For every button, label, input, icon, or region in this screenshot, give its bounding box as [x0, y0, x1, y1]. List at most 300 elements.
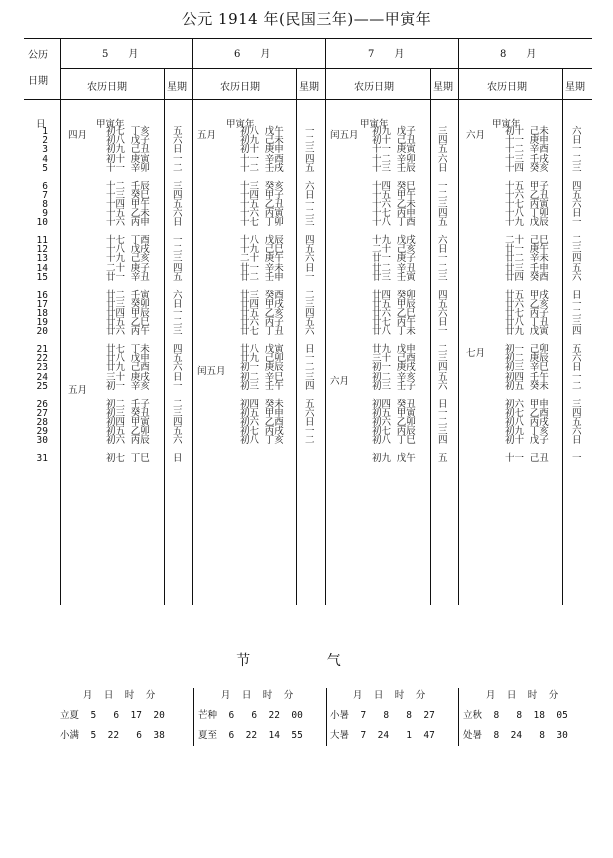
lunar-date: 廿四 癸酉	[505, 271, 549, 283]
lunar-date: 初八 戊午	[240, 126, 284, 137]
day-number: 22	[36, 353, 48, 365]
weekday: 一	[438, 180, 448, 192]
lunar-date: 廿三 壬申	[505, 262, 549, 274]
lunar-month-label: 四月	[68, 130, 88, 141]
weekday: 二	[438, 189, 448, 201]
jieqi-block-5	[60, 686, 165, 746]
weekday: 二	[173, 398, 183, 410]
day-number: 24	[36, 371, 48, 383]
weekday: 六	[305, 180, 315, 192]
lunar-date: 廿二 辛未	[505, 253, 549, 265]
col-rule	[60, 38, 61, 605]
weekday: 四	[305, 235, 315, 246]
day-number: 17	[36, 298, 48, 310]
lunar-month-label: 闰五月	[330, 130, 359, 141]
lunar-date: 十二 壬戌	[240, 162, 284, 174]
gongli-label: 公历	[28, 50, 48, 61]
weekday: 四	[438, 289, 448, 301]
weekday: 一	[305, 126, 315, 137]
lunar-date: 廿三 壬寅	[372, 271, 416, 283]
nongli-header: 农历日期	[354, 82, 394, 93]
lunar-date: 十一 己丑	[505, 453, 549, 464]
lunar-date: 十八 丁酉	[372, 217, 416, 229]
col-rule	[296, 68, 297, 605]
lunar-date: 二十 己亥	[372, 244, 416, 256]
lunar-date: 廿七 丙子	[505, 307, 549, 319]
lunar-date: 初十 己丑	[372, 135, 416, 147]
lunar-date: 初八 丁亥	[240, 435, 284, 447]
weekday: 日	[305, 189, 315, 201]
jieqi-head: 月 日 时 分	[198, 690, 294, 701]
lunar-date: 十一 辛酉	[240, 153, 284, 165]
weekday: 日	[173, 453, 183, 464]
lunar-date: 初四 癸丑	[372, 398, 416, 410]
nongli-header: 农历日期	[487, 82, 527, 93]
day-number: 8	[42, 198, 48, 210]
weekday: 二	[173, 244, 183, 256]
weekday: 二	[572, 380, 582, 392]
weekday: 日	[438, 398, 448, 410]
lunar-date: 初二 庚辰	[505, 353, 549, 365]
lunar-date: 十四 甲子	[240, 189, 284, 201]
weekday: 六	[438, 307, 448, 319]
lunar-date: 初八 丁巳	[372, 435, 416, 447]
lunar-date: 十六 乙未	[372, 198, 416, 210]
lunar-date: 十六 乙丑	[505, 189, 549, 201]
weekday: 六	[438, 153, 448, 165]
weekday: 四	[173, 262, 183, 274]
lunar-date: 十一 辛卯	[106, 162, 150, 174]
day-number: 1	[42, 126, 48, 137]
lunar-date: 初九 己丑	[106, 144, 150, 156]
lunar-date: 廿二 壬申	[240, 271, 284, 283]
lunar-date: 十四 甲午	[106, 198, 150, 210]
jieqi-row: 小暑 7 8 8 27	[330, 710, 435, 721]
lunar-date: 十九 己亥	[106, 253, 150, 265]
lunar-date: 廿九 戊寅	[505, 326, 549, 338]
day-number: 7	[42, 189, 48, 201]
jieqi-row: 芒种 6 6 22 00	[198, 710, 303, 721]
weekday: 五	[438, 298, 448, 310]
lunar-date: 十八 戊辰	[240, 235, 284, 246]
weekday: 一	[572, 453, 582, 464]
lunar-date: 廿九 戊申	[372, 344, 416, 355]
lunar-date: 十四 癸巳	[372, 180, 416, 192]
weekday: 日	[173, 298, 183, 310]
day-number: 13	[36, 253, 48, 265]
lunar-date: 二十 庚午	[240, 253, 284, 265]
weekday: 日	[173, 217, 183, 229]
weekday: 六	[173, 135, 183, 147]
weekday: 日	[438, 244, 448, 256]
lunar-date: 初六 甲申	[505, 398, 549, 410]
weekday: 五	[572, 189, 582, 201]
weekday: 三	[438, 126, 448, 137]
lunar-date: 十一 庚寅	[372, 144, 416, 156]
jq-rule	[193, 688, 194, 746]
day-number: 12	[36, 244, 48, 256]
jieqi-head: 月 日 时 分	[60, 690, 156, 701]
weekday: 一	[572, 298, 582, 310]
weekday: 日	[305, 416, 315, 428]
lunar-date	[240, 454, 246, 463]
lunar-date: 初八 戊子	[106, 135, 150, 147]
lunar-date: 十七 丁卯	[240, 217, 284, 229]
lunar-date: 十七 丙寅	[505, 198, 549, 210]
day-number: 21	[36, 344, 48, 355]
lunar-date: 初七 丁亥	[106, 126, 150, 137]
lunar-date: 十四 癸亥	[505, 162, 549, 174]
month-header-8: 8 月	[500, 49, 537, 60]
col-rule	[430, 68, 431, 605]
weekday: 五	[173, 271, 183, 283]
weekday: 二	[438, 416, 448, 428]
lunar-date: 三十 己酉	[372, 353, 416, 365]
weekday: 五	[173, 126, 183, 137]
weekday: 四	[173, 416, 183, 428]
lunar-month-label: 闰五月	[197, 366, 226, 378]
weekday: 四	[438, 135, 448, 147]
month-header-5: 5 月	[102, 49, 139, 60]
weekday: 一	[173, 235, 183, 246]
weekday: 二	[305, 435, 315, 447]
weekday: 二	[305, 289, 315, 301]
header-bottom-rule	[24, 99, 592, 100]
lunar-date: 初九 己未	[240, 135, 284, 147]
lunar-date: 廿六 乙亥	[505, 298, 549, 310]
weekday: 二	[572, 153, 582, 165]
weekday: 三	[173, 180, 183, 192]
lunar-date: 初五 乙卯	[106, 426, 150, 438]
weekday: 六	[173, 208, 183, 220]
lunar-month-label: 七月	[466, 348, 486, 359]
weekday: 日	[572, 435, 582, 447]
jieqi-row: 处暑 8 24 8 30	[463, 730, 568, 741]
lunar-date: 初一 辛亥	[106, 380, 150, 392]
lunar-date: 初六 丙辰	[106, 435, 150, 447]
weekday: 三	[438, 426, 448, 438]
weekday: 四	[438, 208, 448, 220]
lunar-date: 廿二 壬寅	[106, 289, 150, 301]
lunar-date: 初五 癸未	[505, 380, 549, 392]
weekday: 六	[572, 198, 582, 210]
weekday: 三	[305, 217, 315, 229]
lunar-date: 廿五 乙亥	[240, 307, 284, 319]
weekday: 日	[173, 144, 183, 156]
weekday: 二	[305, 208, 315, 220]
day-number: 14	[36, 262, 48, 274]
lunar-date: 初一 庚戌	[372, 362, 416, 374]
lunar-date: 初二 壬子	[106, 398, 150, 410]
lunar-month-label: 五月	[197, 130, 217, 141]
lunar-date: 初二 辛巳	[240, 371, 284, 383]
weekday: 日	[572, 289, 582, 301]
lunar-date: 廿六 乙巳	[372, 307, 416, 319]
weekday: 一	[305, 271, 315, 283]
lunar-date: 廿一 庚午	[505, 244, 549, 256]
weekday: 日	[438, 317, 448, 329]
day-number: 6	[42, 180, 48, 192]
lunar-date: 十八 丁卯	[505, 208, 549, 220]
weekday: 六	[572, 126, 582, 137]
lunar-date: 十六 丙寅	[240, 208, 284, 220]
weekday: 五	[438, 371, 448, 383]
lunar-date: 廿五 甲戌	[505, 289, 549, 301]
day-number: 5	[42, 162, 48, 174]
weekday: 二	[572, 235, 582, 246]
weekday: 四	[572, 253, 582, 265]
jieqi-block-8	[463, 686, 568, 746]
weekday: 二	[173, 162, 183, 174]
lunar-date: 初三 辛巳	[505, 362, 549, 374]
weekday: 二	[305, 135, 315, 147]
weekday: 三	[572, 398, 582, 410]
lunar-date: 初七 乙酉	[505, 407, 549, 419]
lunar-date: 廿八 戊申	[106, 353, 150, 365]
day-number: 4	[42, 153, 48, 165]
lunar-date: 廿四 癸卯	[372, 289, 416, 301]
day-number: 10	[36, 217, 48, 229]
weekday: 日	[572, 208, 582, 220]
lunar-date: 十三 壬辰	[372, 162, 416, 174]
col-rule	[562, 68, 563, 605]
weekday: 一	[438, 407, 448, 419]
weekday: 五	[438, 453, 448, 464]
weekday: 五	[173, 198, 183, 210]
xingqi-header: 星期	[433, 82, 453, 93]
lunar-date: 廿八 戊寅	[240, 344, 284, 355]
lunar-date: 廿一 庚子	[372, 253, 416, 265]
weekday: 一	[173, 153, 183, 165]
lunar-date: 十七 丁酉	[106, 235, 150, 246]
day-number: 20	[36, 326, 48, 338]
day-number: 11	[36, 235, 48, 246]
xingqi-header: 星期	[299, 82, 319, 93]
weekday: 二	[438, 262, 448, 274]
lunar-date: 初七 丙戌	[240, 426, 284, 438]
weekday: 六	[305, 407, 315, 419]
lunar-date: 初五 甲寅	[372, 407, 416, 419]
weekday: 二	[305, 362, 315, 374]
lunar-date: 二十 庚子	[106, 262, 150, 274]
weekday: 四	[572, 180, 582, 192]
lunar-date: 十九 戊戌	[372, 235, 416, 246]
day-number: 2	[42, 135, 48, 147]
jieqi-row: 立夏 5 6 17 20	[60, 710, 165, 721]
jieqi-block-6	[198, 686, 303, 746]
lunar-date: 三十 庚戌	[106, 371, 150, 383]
weekday: 一	[572, 217, 582, 229]
weekday: 一	[305, 198, 315, 210]
jieqi-row: 夏至 6 22 14 55	[198, 730, 303, 741]
weekday: 一	[438, 326, 448, 338]
lunar-date: 十三 癸亥	[240, 180, 284, 192]
weekday: 三	[305, 371, 315, 383]
jieqi-row: 小满 5 22 6 38	[60, 730, 165, 741]
lunar-month-label: 六月	[466, 130, 486, 141]
weekday: 三	[305, 298, 315, 310]
lunar-date: 初十 己未	[505, 126, 549, 137]
lunar-date: 廿五 乙巳	[106, 317, 150, 329]
weekday: 六	[572, 271, 582, 283]
lunar-date: 初七 丁巳	[106, 453, 150, 464]
weekday: 三	[572, 244, 582, 256]
weekday: 五	[305, 317, 315, 329]
lunar-date: 廿一 辛未	[240, 262, 284, 274]
weekday: 日	[173, 371, 183, 383]
jieqi-row: 大暑 7 24 1 47	[330, 730, 435, 741]
weekday: 五	[305, 162, 315, 174]
lunar-date: 廿八 丁未	[372, 326, 416, 338]
jieqi-row: 立秋 8 8 18 05	[463, 710, 568, 721]
col-rule	[164, 68, 165, 605]
lunar-date: 二十 己巳	[505, 235, 549, 246]
day-number: 18	[36, 307, 48, 319]
lunar-date: 初二 辛亥	[372, 371, 416, 383]
lunar-date: 十二 辛卯	[372, 153, 416, 165]
day-number: 28	[36, 416, 48, 428]
riqi-label: 日期	[28, 76, 48, 87]
table-top-rule	[24, 38, 592, 39]
lunar-month-label: 六月	[330, 375, 350, 387]
weekday: 三	[438, 353, 448, 365]
lunar-date: 初十 庚寅	[106, 153, 150, 165]
lunar-date: 十三 癸巳	[106, 189, 150, 201]
weekday: 三	[173, 253, 183, 265]
lunar-date: 廿六 丙子	[240, 317, 284, 329]
day-number: 27	[36, 407, 48, 419]
col-rule	[192, 38, 193, 605]
weekday: 六	[572, 353, 582, 365]
lunar-date: 廿二 辛丑	[372, 262, 416, 274]
lunar-date: 十一 庚申	[505, 135, 549, 147]
page-title: 公元 1914 年(民国三年)——甲寅年	[181, 10, 432, 28]
weekday: 三	[173, 326, 183, 338]
weekday: 一	[305, 426, 315, 438]
lunar-date: 初四 甲寅	[106, 416, 150, 428]
weekday: 六	[173, 362, 183, 374]
jq-rule	[326, 688, 327, 746]
lunar-date: 初六 乙酉	[240, 416, 284, 428]
weekday: 二	[572, 307, 582, 319]
lunar-date: 初九 戊午	[372, 453, 416, 464]
day-number: 15	[36, 271, 48, 283]
jieqi-head: 月 日 时 分	[330, 690, 426, 701]
weekday: 三	[572, 162, 582, 174]
day-number: 26	[36, 398, 48, 410]
weekday: 二	[173, 317, 183, 329]
col-rule	[458, 38, 459, 605]
lunar-date: 十七 丙申	[372, 208, 416, 220]
lunar-date: 初六 乙卯	[372, 416, 416, 428]
weekday: 四	[173, 344, 183, 355]
weekday: 一	[572, 371, 582, 383]
weekday: 一	[305, 353, 315, 365]
jieqi-title: 节 气	[236, 653, 377, 669]
jieqi-block-7	[330, 686, 435, 746]
lunar-date: 初五 甲申	[240, 407, 284, 419]
weekday: 一	[173, 307, 183, 319]
weekday: 三	[438, 271, 448, 283]
lunar-date: 初三 壬午	[240, 380, 284, 392]
lunar-date: 十二 壬辰	[106, 180, 150, 192]
year-label-m7: 甲寅年	[360, 119, 389, 130]
weekday: 一	[572, 144, 582, 156]
day-number: 25	[36, 380, 48, 392]
lunar-date: 廿七 丁未	[106, 344, 150, 355]
lunar-month-label: 五月	[68, 384, 88, 396]
weekday: 五	[173, 353, 183, 365]
weekday: 四	[305, 153, 315, 165]
jieqi-head: 月 日 时 分	[463, 690, 559, 701]
weekday: 日	[572, 135, 582, 147]
weekday: 四	[438, 435, 448, 447]
weekday: 三	[438, 198, 448, 210]
weekday: 一	[173, 380, 183, 392]
weekday: 六	[305, 253, 315, 265]
lunar-date: 初一 庚辰	[240, 362, 284, 374]
day-number: 16	[36, 289, 48, 301]
weekday	[305, 454, 311, 463]
weekday: 一	[438, 253, 448, 265]
lunar-date: 十二 辛酉	[505, 144, 549, 156]
day-number: 3	[42, 144, 48, 156]
day-number: 19	[36, 317, 48, 329]
lunar-date: 廿七 丙午	[372, 317, 416, 329]
ri-label: 日	[36, 119, 46, 130]
lunar-date: 初一 己卯	[505, 344, 549, 355]
weekday: 六	[173, 289, 183, 301]
weekday: 三	[572, 317, 582, 329]
lunar-date: 廿五 甲辰	[372, 298, 416, 310]
weekday: 五	[572, 344, 582, 355]
lunar-date: 十六 丙申	[106, 217, 150, 229]
lunar-date: 廿三 癸酉	[240, 289, 284, 301]
weekday: 五	[572, 416, 582, 428]
lunar-date: 廿一 辛丑	[106, 271, 150, 283]
nongli-header: 农历日期	[220, 82, 260, 93]
month-header-7: 7 月	[368, 49, 405, 60]
lunar-date: 初九 戊子	[372, 126, 416, 137]
lunar-date: 廿九 己酉	[106, 362, 150, 374]
weekday: 三	[305, 144, 315, 156]
lunar-date: 初四 壬午	[505, 371, 549, 383]
day-number: 31	[36, 453, 48, 464]
lunar-date: 廿三 癸卯	[106, 298, 150, 310]
lunar-date: 初九 丁亥	[505, 426, 549, 438]
lunar-date: 初七 丙辰	[372, 426, 416, 438]
lunar-date: 十八 戊戌	[106, 244, 150, 256]
lunar-date: 初十 庚申	[240, 144, 284, 156]
lunar-date: 初八 丙戌	[505, 416, 549, 428]
weekday: 五	[305, 244, 315, 256]
day-number: 30	[36, 435, 48, 447]
weekday: 六	[572, 426, 582, 438]
weekday: 六	[173, 435, 183, 447]
lunar-date: 十九 戊辰	[505, 217, 549, 229]
weekday: 四	[438, 362, 448, 374]
day-number: 29	[36, 426, 48, 438]
year-label-m8: 甲寅年	[492, 119, 521, 130]
lunar-date: 初十 戊子	[505, 435, 549, 447]
lunar-date: 十九 己巳	[240, 244, 284, 256]
weekday: 六	[438, 380, 448, 392]
header-mid-rule	[60, 68, 592, 69]
weekday: 日	[438, 162, 448, 174]
xingqi-header: 星期	[565, 82, 585, 93]
nongli-header: 农历日期	[87, 82, 127, 93]
weekday: 六	[305, 326, 315, 338]
